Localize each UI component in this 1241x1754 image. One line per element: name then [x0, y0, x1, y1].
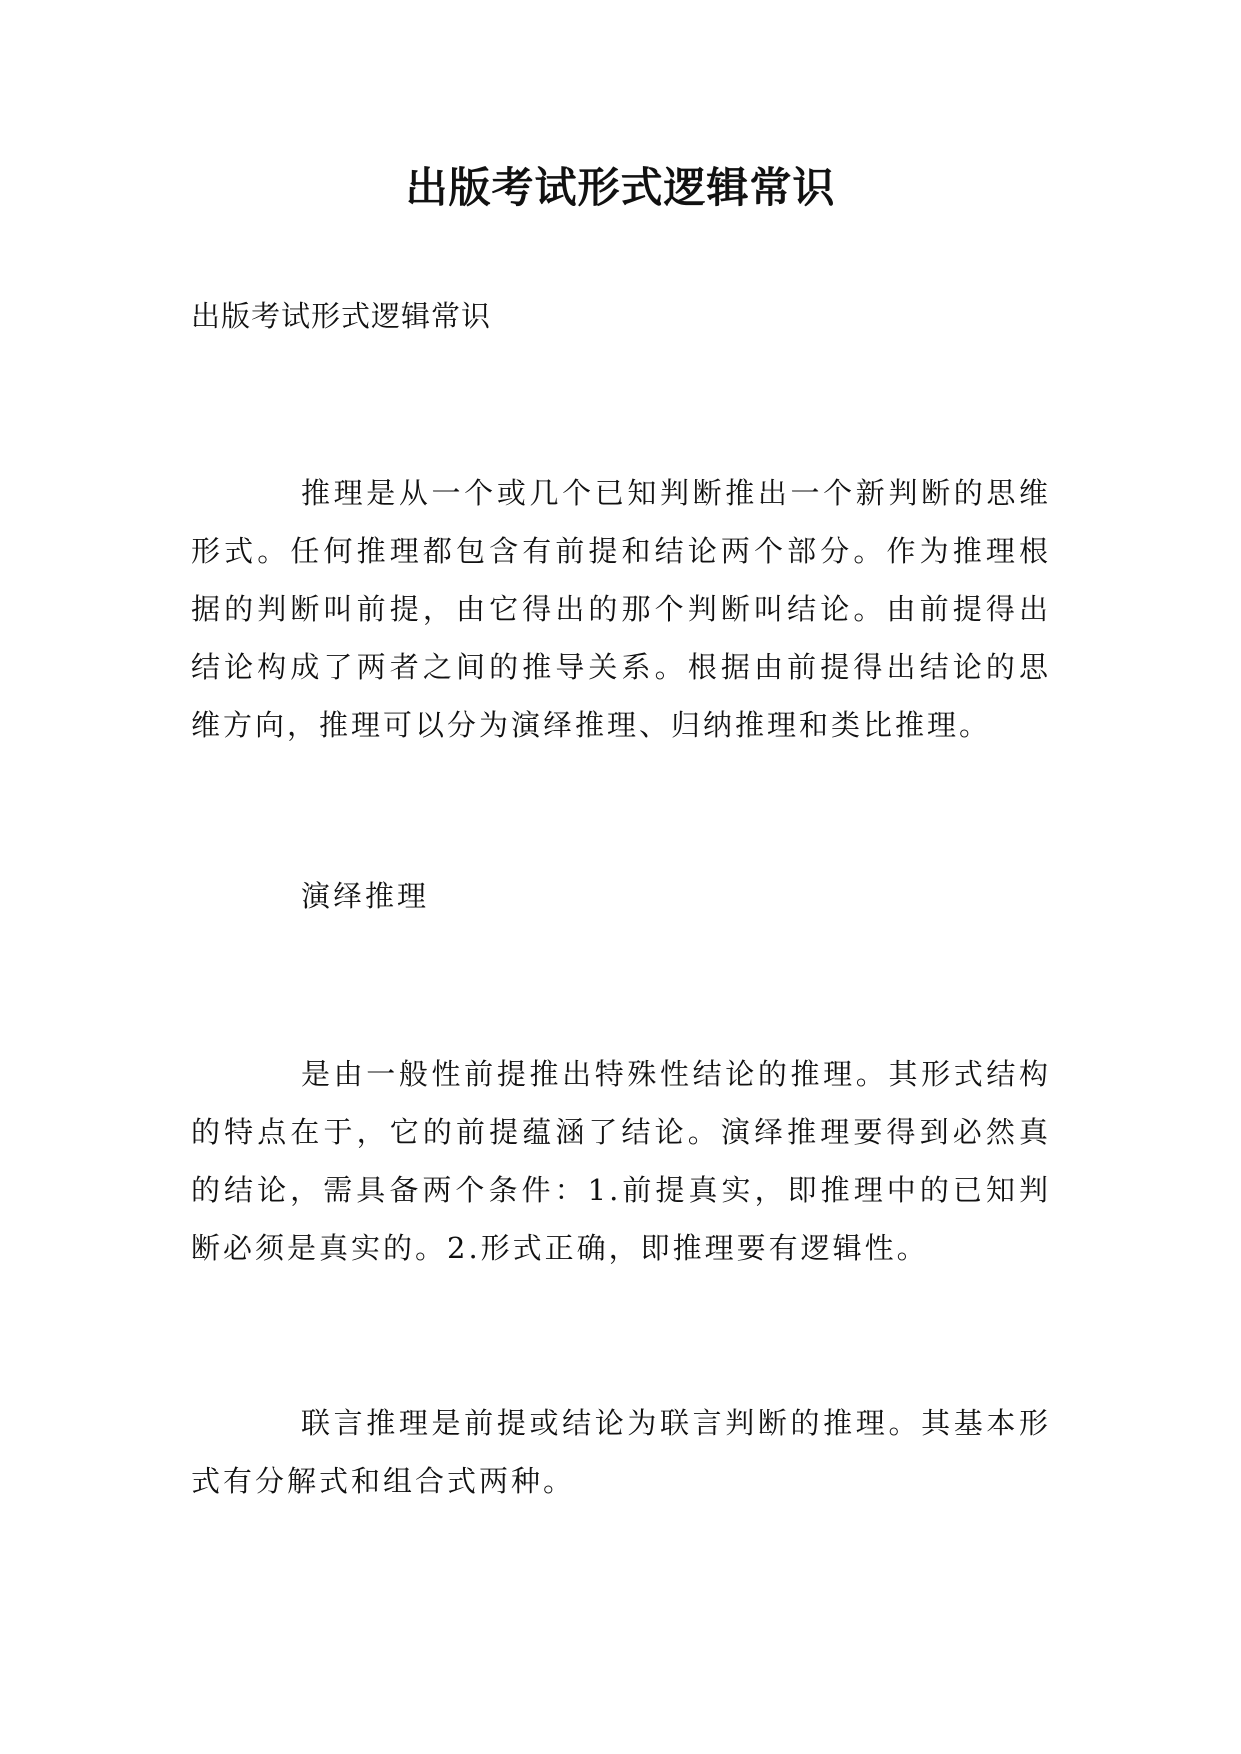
paragraph-deductive-reasoning: 是由一般性前提推出特殊性结论的推理。其形式结构的特点在于，它的前提蕴涵了结论。演绎推理要得到必然真的结论，需具备两个条件：1.前提真实，即推理中的已知判断必须是真实的。2.形式正确，即推理要有逻辑性。: [191, 1057, 1051, 1265]
paragraph-conjunctive-reasoning: 联言推理是前提或结论为联言判断的推理。其基本形式有分解式和组合式两种。: [191, 1406, 1051, 1498]
paragraph-reasoning-definition: 推理是从一个或几个已知判断推出一个新判断的思维形式。任何推理都包含有前提和结论两个部分。作为推理根据的判断叫前提，由它得出的那个判断叫结论。由前提得出结论构成了两者之间的推导关系。根据由前提得出结论的思维方向，推理可以分为演绎推理、归纳推理和类比推理。: [191, 476, 1051, 742]
section-heading-deductive: 演绎推理: [301, 879, 430, 913]
document-title: 出版考试形式逻辑常识: [405, 163, 836, 212]
document-subtitle: 出版考试形式逻辑常识: [191, 299, 492, 333]
